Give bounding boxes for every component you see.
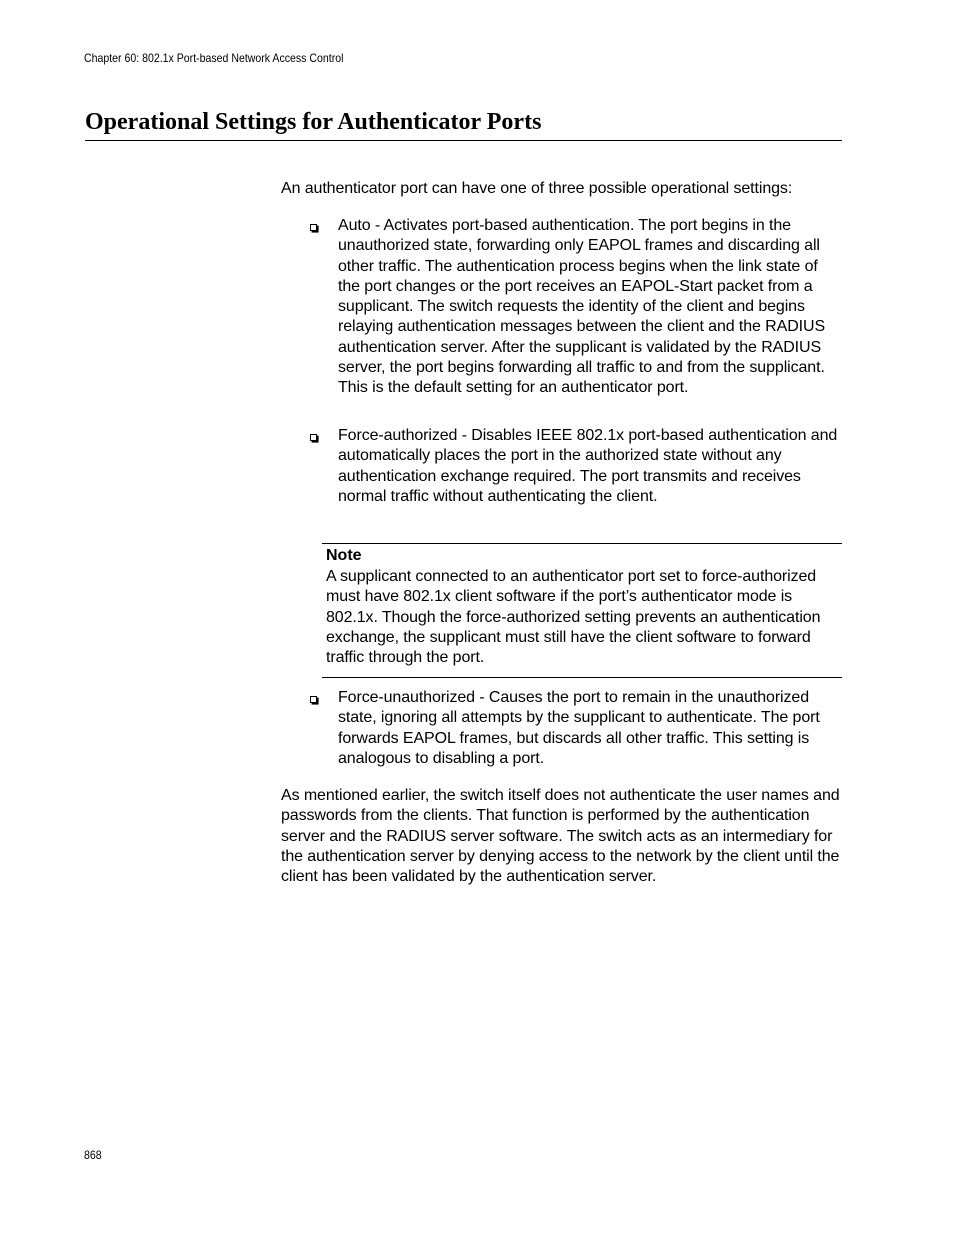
page-number: 868 (84, 1148, 102, 1162)
closing-paragraph: As mentioned earlier, the switch itself does not authenticate the user names and passwords from the clients. That function is performed by the authentication server and the RADIUS server software. The switch acts as an intermediary for the authentication server by denying access to the network by the client until the client has been validated by the authentication server. (281, 787, 840, 886)
bullet-text: Force-authorized - Disables IEEE 802.1x port-based authentication and automatically places the port in the authorized state without any authentication exchange required. The port transmits and receives normal traffic without authenticating the client. (338, 427, 838, 505)
note-text: A supplicant connected to an authenticator port set to force-authorized must have 802.1x client software if the port’s authenticator mode is 802.1x. Though the force-authorized setting prevents an authentication exchange, the supplicant must still have the client software to forward traffic through the port. (326, 568, 821, 667)
section-title: Operational Settings for Authenticator Ports (85, 109, 542, 135)
bullet-text: Force-unauthorized - Causes the port to remain in the unauthorized state, ignoring all attempts by the supplicant to authenticate. The port forwards EAPOL frames, but discards all other traffic. This setting is analogous to disabling a port. (338, 689, 820, 767)
note-bottom-rule (322, 677, 842, 678)
checkbox-square-icon (310, 696, 317, 703)
checkbox-square-icon (310, 224, 317, 231)
checkbox-square-icon (310, 434, 317, 441)
intro-paragraph: An authenticator port can have one of three possible operational settings: (281, 180, 793, 197)
bullet-text: Auto - Activates port-based authentication. The port begins in the unauthorized state, forwarding only EAPOL frames and discarding all other traffic. The authentication process begins when the link state of the port changes or the port receives an EAPOL-Start packet from a supplicant. The switch requests the identity of the client and begins relaying authentication messages between the client and the RADIUS authentication server. After the supplicant is validated by the RADIUS server, the port begins forwarding all traffic to and from the supplicant. This is the default setting for an authenticator port. (338, 217, 826, 397)
note-top-rule (322, 543, 842, 544)
title-divider (85, 140, 842, 141)
running-header: Chapter 60: 802.1x Port-based Network Access Control (84, 51, 344, 65)
note-heading: Note (326, 547, 362, 564)
